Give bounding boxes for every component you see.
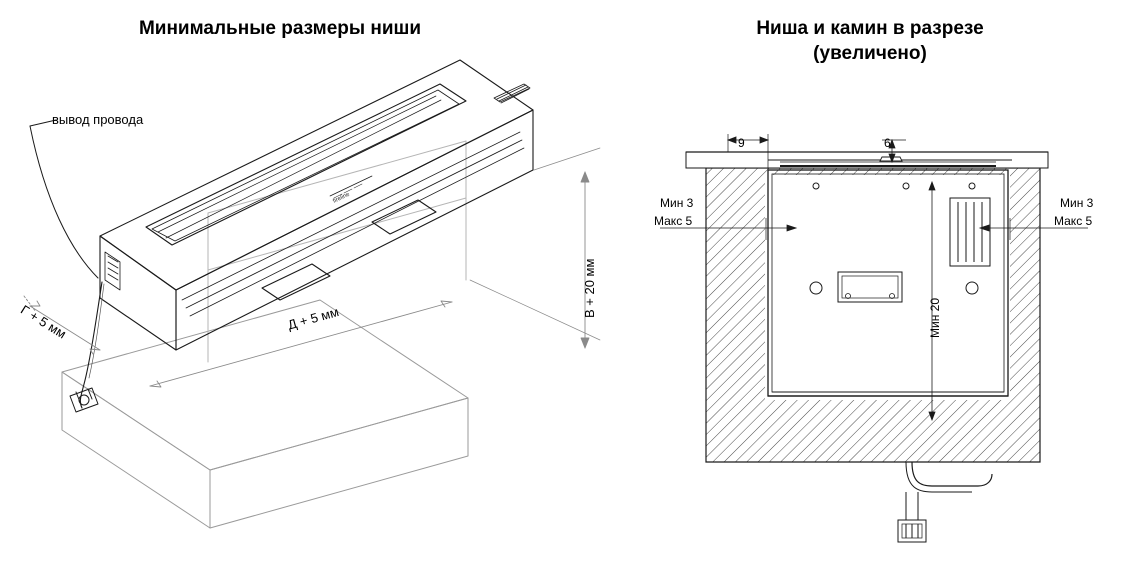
right-section-drawing — [620, 0, 1128, 564]
svg-text:fireline: fireline — [332, 191, 351, 205]
label-wire-outlet: вывод провода — [52, 112, 144, 127]
label-length-dimension: Д + 5 мм — [286, 304, 341, 333]
right-diagram-title-line2: (увеличено) — [813, 43, 927, 64]
left-diagram-title: Минимальные размеры ниши — [138, 18, 422, 39]
label-bottom-min: Мин 20 — [928, 297, 942, 338]
right-diagram-title-line1: Ниша и камин в разрезе — [756, 18, 984, 39]
label-dim-nine: 9 — [738, 136, 745, 150]
label-depth-dimension: Г + 5 мм — [18, 302, 69, 342]
label-height-dimension: В + 20 мм — [582, 258, 597, 318]
label-gap-left-min: Мин 3 — [660, 196, 694, 210]
label-dim-six: 6 — [884, 136, 891, 150]
label-gap-right-max: Макс 5 — [1054, 214, 1093, 228]
label-gap-right-min: Мин 3 — [1060, 196, 1094, 210]
label-gap-left-max: Макс 5 — [654, 214, 693, 228]
